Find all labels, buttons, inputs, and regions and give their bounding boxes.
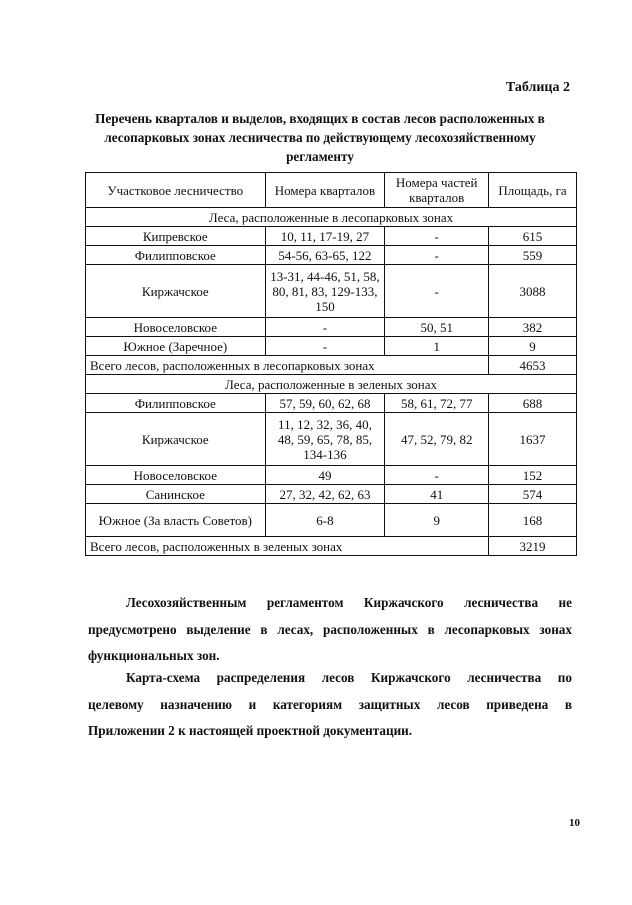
cell-district: Новоселовское [86,318,266,337]
cell-district: Филипповское [86,246,266,265]
cell-quarter-parts: 58, 61, 72, 77 [385,394,489,413]
paragraph-regulation [88,590,572,670]
total-value: 4653 [489,356,577,375]
cell-district: Филипповское [86,394,266,413]
cell-quarter-parts: 9 [385,504,489,537]
cell-quarters: 10, 11, 17-19, 27 [265,227,385,246]
cell-district: Киржачское [86,413,266,466]
cell-quarters: 49 [265,466,385,485]
table-row [86,246,577,265]
total-row [86,537,577,556]
cell-area: 615 [489,227,577,246]
paragraph-map-reference [88,665,572,745]
total-label: Всего лесов, расположенных в зеленых зонах [86,537,489,556]
page-number: 10 [569,817,580,829]
cell-district: Киржачское [86,265,266,318]
table-row [86,504,577,537]
cell-quarters: - [265,318,385,337]
paragraph-line: Лесохозяйственным регламентом Киржачского лесничества не [126,595,572,610]
cell-quarters: - [265,337,385,356]
section-title: Леса, расположенные в лесопарковых зонах [86,208,577,227]
caption-line: Перечень кварталов и выделов, входящих в состав лесов расположенных в [95,111,545,126]
table-row [86,337,577,356]
cell-area: 3088 [489,265,577,318]
cell-quarters: 54-56, 63-65, 122 [265,246,385,265]
cell-district: Новоселовское [86,466,266,485]
cell-area: 152 [489,466,577,485]
table-row [86,466,577,485]
total-label: Всего лесов, расположенных в лесопарковых зонах [86,356,489,375]
cell-quarter-parts: 41 [385,485,489,504]
cell-district: Южное (За власть Советов) [86,504,266,537]
paragraph-line: Карта-схема распределения лесов Киржачского лесничества по [126,670,572,685]
cell-quarters: 11, 12, 32, 36, 40, 48, 59, 65, 78, 85, 134-136 [265,413,385,466]
cell-area: 1637 [489,413,577,466]
cell-area: 382 [489,318,577,337]
cell-area: 559 [489,246,577,265]
table-row [86,413,577,466]
cell-district: Кипревское [86,227,266,246]
total-value: 3219 [489,537,577,556]
caption-line: лесопарковых зонах лесничества по действующему лесохозяйственному [104,130,536,145]
total-row [86,356,577,375]
section-row [86,375,577,394]
table-row [86,318,577,337]
paragraph-line: целевому назначению и категориям защитных лесов приведена в [88,696,572,712]
paragraph-line: Приложении 2 к настоящей проектной документации. [88,723,413,738]
header-quarter-parts: Номера частей кварталов [385,173,489,208]
forest-table [85,172,577,556]
table-row [86,394,577,413]
cell-area: 9 [489,337,577,356]
caption-line: регламенту [286,149,354,164]
table-row [86,265,577,318]
cell-quarters: 6-8 [265,504,385,537]
table-caption [80,109,560,166]
table-label: Таблица 2 [505,80,570,95]
header-district: Участковое лесничество [86,173,266,208]
cell-quarter-parts: - [385,466,489,485]
table-row [86,227,577,246]
cell-quarter-parts: - [385,265,489,318]
header-area: Площадь, га [489,173,577,208]
section-row [86,208,577,227]
cell-district: Санинское [86,485,266,504]
cell-quarter-parts: 1 [385,337,489,356]
cell-quarter-parts: - [385,246,489,265]
cell-quarter-parts: 47, 52, 79, 82 [385,413,489,466]
section-title: Леса, расположенные в зеленых зонах [86,375,577,394]
cell-quarters: 57, 59, 60, 62, 68 [265,394,385,413]
cell-area: 168 [489,504,577,537]
cell-quarter-parts: 50, 51 [385,318,489,337]
paragraph-line: функциональных зон. [88,648,220,663]
cell-area: 574 [489,485,577,504]
table-row [86,485,577,504]
cell-district: Южное (Заречное) [86,337,266,356]
cell-quarters: 27, 32, 42, 62, 63 [265,485,385,504]
cell-quarters: 13-31, 44-46, 51, 58, 80, 81, 83, 129-133, 150 [265,265,385,318]
paragraph-line: предусмотрено выделение в лесах, расположенных в лесопарковых зонах [88,621,572,637]
header-row [86,173,577,208]
header-quarters: Номера кварталов [265,173,385,208]
cell-quarter-parts: - [385,227,489,246]
cell-area: 688 [489,394,577,413]
